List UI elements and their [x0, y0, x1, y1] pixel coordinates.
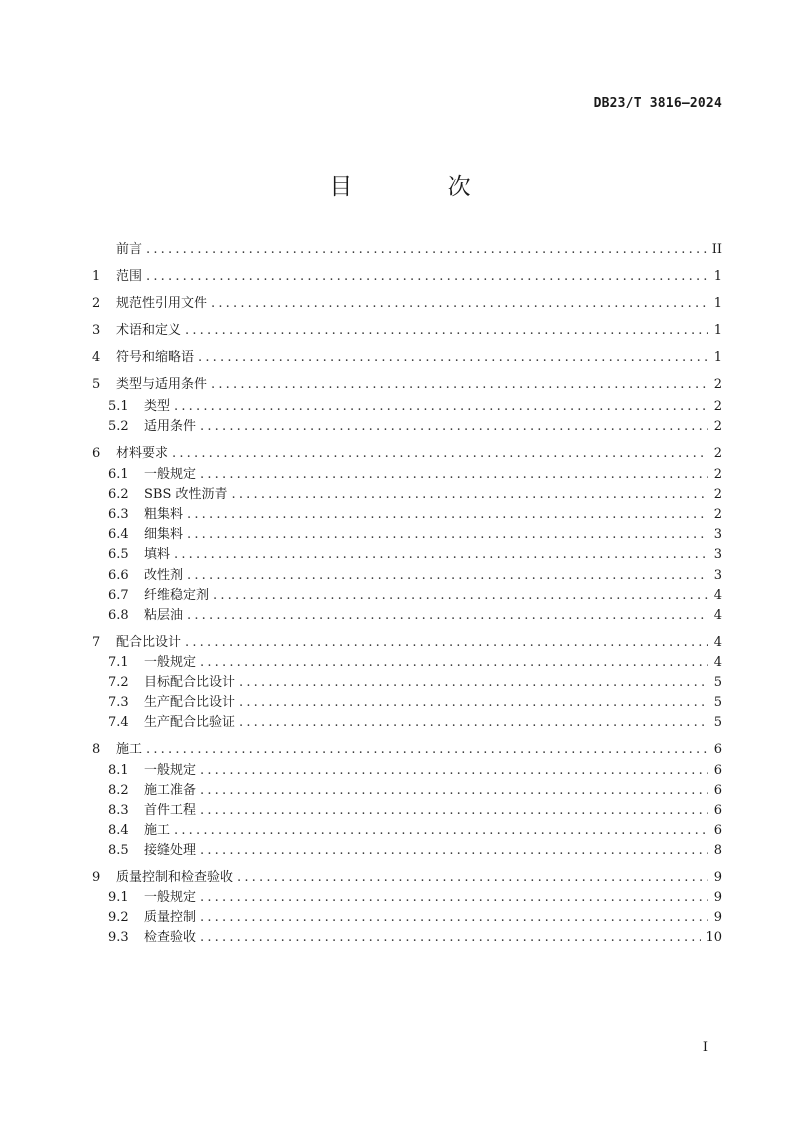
toc-entry-page: 5 [713, 695, 722, 710]
toc-entry-page: 9 [713, 910, 722, 925]
toc-leader-dots [174, 397, 708, 417]
toc-entry-title: 目标配合比设计 [144, 675, 236, 690]
toc-entry-number: 7 [92, 635, 101, 650]
toc-entry-title: 施工 [144, 823, 171, 838]
toc-entry-title: SBS 改性沥青 [144, 487, 228, 502]
toc-leader-dots [146, 267, 708, 287]
toc-leader-dots [200, 653, 708, 673]
toc-entry-title: 配合比设计 [116, 635, 182, 650]
toc-entry-number: 8.4 [108, 823, 129, 838]
toc-entry-title: 一般规定 [144, 890, 197, 905]
toc-entry[interactable] [108, 713, 722, 733]
toc-entry-number: 6.5 [108, 547, 129, 562]
toc-entry-title: 一般规定 [144, 763, 197, 778]
toc-entry[interactable] [108, 693, 722, 713]
page-title: 目 次 [329, 174, 515, 200]
toc-entry[interactable] [108, 781, 722, 801]
toc-entry-number: 8.1 [108, 763, 129, 778]
toc-entry-title: 施工 [116, 742, 143, 757]
toc-entry[interactable] [92, 633, 722, 653]
toc-leader-dots [213, 586, 708, 606]
toc-entry-number: 6 [92, 446, 101, 461]
toc-entry[interactable] [108, 465, 722, 485]
toc-entry-page: 3 [713, 547, 722, 562]
toc-leader-dots [172, 444, 708, 464]
toc-entry[interactable] [92, 348, 722, 368]
toc-entry-number: 9.3 [108, 930, 129, 945]
toc-entry-page: 6 [713, 823, 722, 838]
toc-entry-page: 2 [713, 507, 722, 522]
toc-entry-page: 2 [713, 419, 722, 434]
toc-entry-title: 检查验收 [144, 930, 197, 945]
toc-entry[interactable] [108, 417, 722, 437]
toc-entry[interactable] [108, 566, 722, 586]
toc-leader-dots [146, 740, 708, 760]
toc-entry-number: 7.3 [108, 695, 129, 710]
toc-leader-dots [239, 713, 708, 733]
toc-entry-page: 1 [713, 269, 722, 284]
toc-entry-title: 符号和缩略语 [116, 350, 195, 365]
toc-leader-dots [239, 693, 708, 713]
toc-entry-page: 6 [713, 742, 722, 757]
toc-entry-page: 5 [713, 675, 722, 690]
toc-leader-dots [200, 801, 708, 821]
toc-entry-title: 前言 [116, 242, 143, 257]
toc-entry[interactable] [92, 375, 722, 395]
toc-entry-title: 粗集料 [144, 507, 184, 522]
page-number: I [702, 1040, 708, 1055]
toc-entry[interactable] [92, 240, 722, 260]
toc-entry-title: 生产配合比验证 [144, 715, 236, 730]
toc-entry-title: 填料 [144, 547, 171, 562]
toc-leader-dots [200, 465, 708, 485]
toc-leader-dots [237, 868, 708, 888]
toc-entry[interactable] [108, 821, 722, 841]
toc-entry-number: 7.4 [108, 715, 129, 730]
toc-leader-dots [200, 888, 708, 908]
toc-leader-dots [200, 781, 708, 801]
toc-leader-dots [187, 566, 708, 586]
toc-entry-number: 9.1 [108, 890, 129, 905]
toc-entry-page: 3 [713, 527, 722, 542]
toc-entry-page: 9 [713, 890, 722, 905]
toc-entry-page: 2 [713, 487, 722, 502]
toc-entry-number: 4 [92, 350, 101, 365]
toc-entry-number: 6.6 [108, 568, 129, 583]
toc-leader-dots [211, 294, 708, 314]
document-code: DB23/T 3816—2024 [593, 96, 722, 111]
toc-entry-title: 规范性引用文件 [116, 296, 208, 311]
toc-entry[interactable] [108, 673, 722, 693]
toc-entry[interactable] [108, 545, 722, 565]
toc-entry-number: 2 [92, 296, 101, 311]
toc-entry-page: 4 [713, 588, 722, 603]
toc-leader-dots [174, 545, 708, 565]
toc-entry[interactable] [92, 294, 722, 314]
toc-entry-title: 一般规定 [144, 467, 197, 482]
toc-entry-title: 术语和定义 [116, 323, 182, 338]
toc-entry-title: 适用条件 [144, 419, 197, 434]
toc-leader-dots [187, 525, 708, 545]
toc-entry-page: 10 [705, 930, 722, 945]
toc-entry[interactable] [108, 761, 722, 781]
toc-leader-dots [187, 606, 708, 626]
toc-entry-title: 纤维稳定剂 [144, 588, 210, 603]
toc-entry-title: 粘层油 [144, 608, 184, 623]
toc-entry[interactable] [108, 888, 722, 908]
toc-entry[interactable] [108, 908, 722, 928]
toc-entry-title: 材料要求 [116, 446, 169, 461]
toc-entry-page: 6 [713, 803, 722, 818]
toc-leader-dots [232, 485, 709, 505]
toc-entry-number: 1 [92, 269, 101, 284]
toc-entry-number: 7.2 [108, 675, 129, 690]
toc-leader-dots [200, 841, 708, 861]
toc-entry-title: 细集料 [144, 527, 184, 542]
toc-entry-title: 接缝处理 [144, 843, 197, 858]
toc-entry-title: 首件工程 [144, 803, 197, 818]
toc-entry-page: 4 [713, 655, 722, 670]
toc-entry-title: 施工准备 [144, 783, 197, 798]
toc-entry-title: 范围 [116, 269, 143, 284]
toc-leader-dots [200, 908, 708, 928]
toc-leader-dots [146, 240, 708, 260]
toc-leader-dots [174, 821, 708, 841]
toc-entry-page: 8 [713, 843, 722, 858]
toc-entry-title: 质量控制 [144, 910, 197, 925]
toc-entry-page: 9 [713, 870, 722, 885]
toc-entry-title: 质量控制和检查验收 [116, 870, 234, 885]
toc-leader-dots [200, 761, 708, 781]
toc-entry-number: 6.8 [108, 608, 129, 623]
toc-entry[interactable] [108, 606, 722, 626]
toc-entry-number: 5 [92, 377, 101, 392]
toc-entry[interactable] [108, 841, 722, 861]
toc-entry-page: 4 [713, 635, 722, 650]
toc-entry-page: 6 [713, 763, 722, 778]
toc-entry-number: 6.7 [108, 588, 129, 603]
toc-entry-title: 类型 [144, 399, 171, 414]
toc-entry-title: 生产配合比设计 [144, 695, 236, 710]
toc-entry-number: 6.1 [108, 467, 129, 482]
toc-entry-page: 4 [713, 608, 722, 623]
toc-entry-number: 6.2 [108, 487, 129, 502]
toc-entry-page: 5 [713, 715, 722, 730]
toc-entry-page: 2 [713, 446, 722, 461]
toc-entry-page: II [711, 242, 722, 257]
toc-entry-number: 8.2 [108, 783, 129, 798]
toc-leader-dots [200, 928, 701, 948]
toc-entry[interactable] [108, 485, 722, 505]
toc-entry-page: 2 [713, 377, 722, 392]
toc-entry-page: 6 [713, 783, 722, 798]
toc-entry-title: 类型与适用条件 [116, 377, 208, 392]
toc-entry-number: 8.3 [108, 803, 129, 818]
toc-entry[interactable] [108, 505, 722, 525]
toc-entry[interactable] [92, 740, 722, 760]
toc-entry-page: 1 [713, 350, 722, 365]
toc-entry[interactable] [108, 653, 722, 673]
toc-leader-dots [200, 417, 708, 437]
toc-entry-number: 8.5 [108, 843, 129, 858]
toc-entry-number: 3 [92, 323, 101, 338]
toc-entry-number: 5.2 [108, 419, 129, 434]
toc-entry[interactable] [92, 267, 722, 287]
toc-entry-number: 7.1 [108, 655, 129, 670]
toc-entry[interactable] [108, 586, 722, 606]
toc-entry-page: 1 [713, 296, 722, 311]
toc-entry[interactable] [108, 525, 722, 545]
toc-entry[interactable] [92, 321, 722, 341]
toc-entry-number: 9 [92, 870, 101, 885]
toc-entry-number: 6.3 [108, 507, 129, 522]
toc-leader-dots [211, 375, 708, 395]
toc-entry-title: 一般规定 [144, 655, 197, 670]
toc-entry-page: 3 [713, 568, 722, 583]
toc-entry-page: 1 [713, 323, 722, 338]
toc-leader-dots [187, 505, 708, 525]
toc-entry-number: 8 [92, 742, 101, 757]
toc-leader-dots [185, 321, 708, 341]
toc-entry-page: 2 [713, 399, 722, 414]
toc-leader-dots [185, 633, 708, 653]
toc-leader-dots [239, 673, 708, 693]
toc-entry[interactable] [92, 444, 722, 464]
toc-entry[interactable] [92, 868, 722, 888]
toc-entry-number: 6.4 [108, 527, 129, 542]
toc-entry-number: 9.2 [108, 910, 129, 925]
toc-entry-title: 改性剂 [144, 568, 184, 583]
toc-entry[interactable] [108, 397, 722, 417]
toc-entry-page: 2 [713, 467, 722, 482]
toc-leader-dots [198, 348, 708, 368]
toc-entry[interactable] [108, 801, 722, 821]
toc-entry[interactable] [108, 928, 722, 948]
toc-entry-number: 5.1 [108, 399, 129, 414]
